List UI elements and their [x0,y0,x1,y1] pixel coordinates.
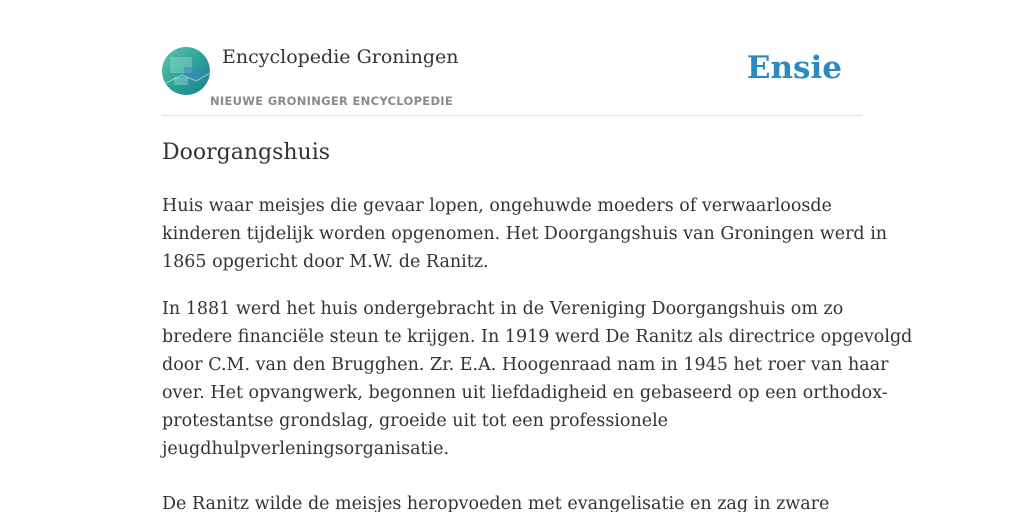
paragraph-line: 1865 opgericht door M.W. de Ranitz. [162,252,489,272]
site-subtitle: NIEUWE GRONINGER ENCYCLOPEDIE [210,94,454,108]
paragraph-line: kinderen tijdelijk worden opgenomen. Het Doorgangshuis van Groningen werd in [162,224,888,244]
site-header [162,0,862,116]
paragraph-line: Huis waar meisjes die gevaar lopen, ongehuwde moeders of verwaarloosde [162,196,832,216]
site-logo-image [162,47,210,95]
paragraph-line: In 1881 werd het huis ondergebracht in de Vereniging Doorgangshuis om zo [162,299,844,319]
paragraph-line: door C.M. van den Brugghen. Zr. E.A. Hoogenraad nam in 1945 het roer van haar [162,355,889,375]
site-logo[interactable] [162,47,210,95]
paragraph-line: bredere financiële steun te krijgen. In 1919 werd De Ranitz als directrice opgevolgd [162,327,913,347]
article-paragraph [162,295,913,463]
brand-logo[interactable]: Ensie [746,50,842,86]
site-title[interactable]: Encyclopedie Groningen [222,46,459,68]
article-paragraph [162,192,888,276]
page [162,0,913,512]
article-title: Doorgangshuis [162,140,331,165]
paragraph-line: De Ranitz wilde de meisjes heropvoeden met evangelisatie en zag in zware [162,494,830,512]
paragraph-line: over. Het opvangwerk, begonnen uit liefdadigheid en gebaseerd op een orthodox- [162,383,888,403]
paragraph-line: protestantse grondslag, groeide uit tot een professionele [162,411,669,431]
paragraph-line: jeugdhulpverleningsorganisatie. [162,439,450,459]
article-paragraph [162,490,882,512]
